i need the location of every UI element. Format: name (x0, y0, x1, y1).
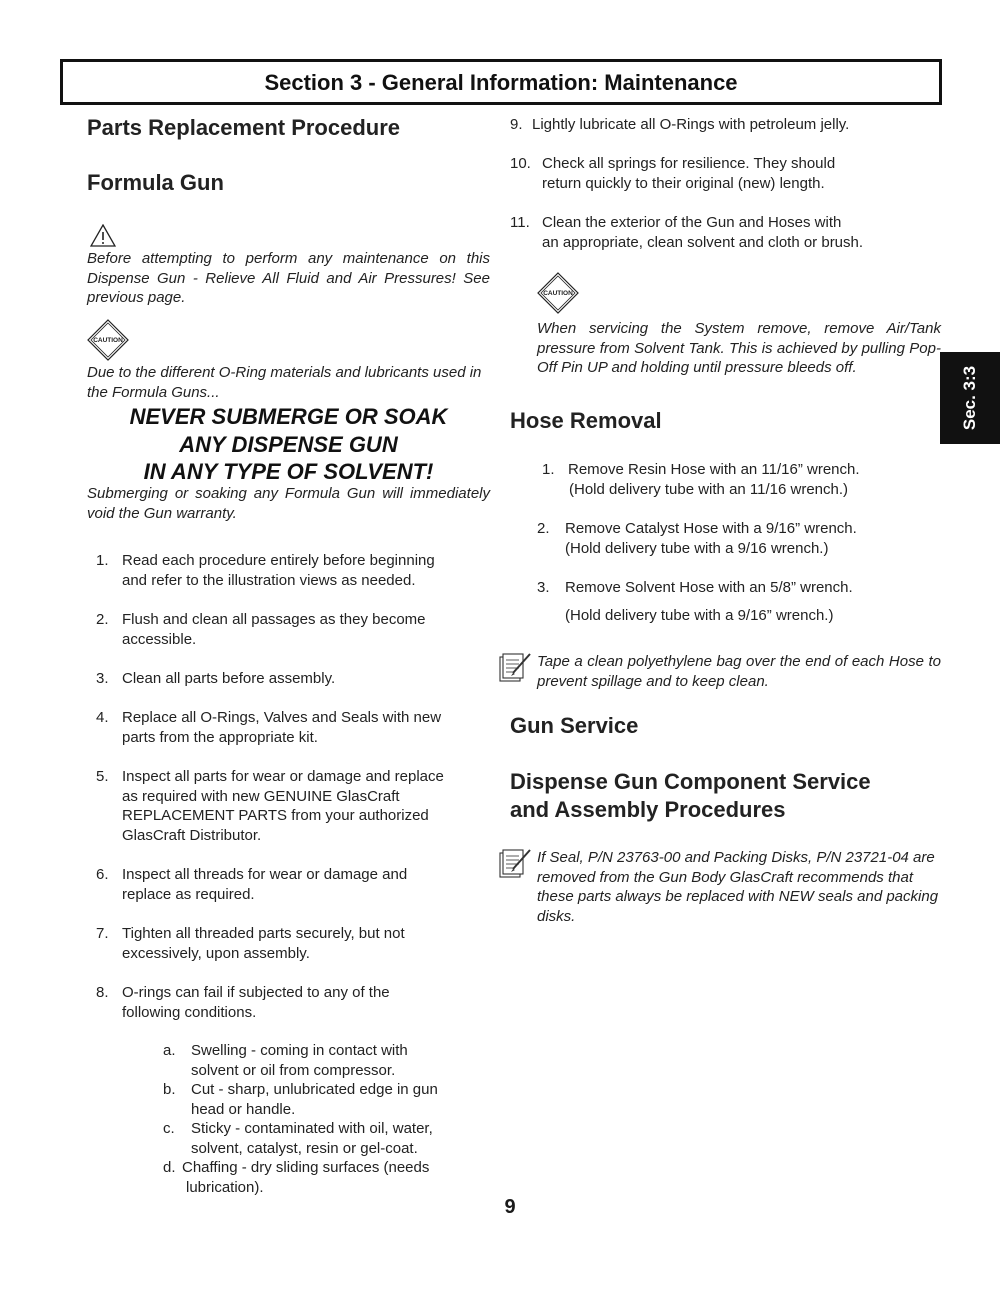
step-number: 1. (96, 552, 109, 569)
step-number: 6. (96, 866, 109, 883)
caution-label: CAUTION (543, 290, 573, 297)
page-number: 9 (504, 1196, 516, 1218)
step-line: Clean the exterior of the Gun and Hoses with (542, 214, 842, 231)
step-number: 11. (510, 214, 530, 231)
step-number: 9. (510, 116, 523, 133)
caution-diamond-icon (537, 272, 579, 314)
step-number: 2. (96, 611, 109, 628)
section-tab (940, 352, 1000, 444)
step-line: (Hold delivery tube with an 11/16 wrench.) (569, 480, 849, 498)
step-line: replace as required. (122, 885, 255, 903)
step-line: Replace all O-Rings, Valves and Seals with new (122, 709, 442, 726)
tape-note: Tape a clean polyethylene bag over the end of each Hose to prevent spillage and to keep clean. (537, 653, 941, 690)
heading-line: and Assembly Procedures (510, 796, 786, 822)
step-number: 4. (96, 709, 109, 726)
solvent-warning-line: ANY DISPENSE GUN (179, 431, 398, 457)
solvent-tank-caution-note: When servicing the System remove, remove Air/Tank pressure from Solvent Tank. This is achieved by pulling Pop-Off Pin UP and holding until pressure bleeds off. (537, 320, 941, 376)
section-header (60, 59, 942, 105)
step-line: as required with new GENUINE GlasCraft (122, 787, 400, 805)
step-line: Remove Resin Hose with an 11/16” wrench. (568, 461, 860, 478)
step-number: 5. (96, 768, 109, 785)
seal-note: If Seal, P/N 23763-00 and Packing Disks, P/N 23721-04 are removed from the Gun Body GlasCraft recommends that these parts always be replaced with NEW seals and packing disks. (537, 849, 939, 925)
step-line: Clean all parts before assembly. (122, 670, 336, 687)
step-line: return quickly to their original (new) length. (542, 174, 825, 192)
step-number: 2. (537, 520, 550, 537)
heading-hose-removal: Hose Removal (510, 408, 662, 433)
step-line: and refer to the illustration views as needed. (122, 571, 416, 589)
caution-diamond-icon (87, 319, 129, 361)
step-number: 3. (96, 670, 109, 687)
note-pad-icon (497, 847, 533, 881)
step-line: (Hold delivery tube with a 9/16” wrench.) (565, 606, 834, 624)
step-line: Remove Solvent Hose with an 5/8” wrench. (565, 579, 853, 596)
step-line: Lightly lubricate all O-Rings with petroleum jelly. (532, 116, 850, 133)
step-line: Flush and clean all passages as they become (122, 611, 426, 628)
step-number: 7. (96, 925, 109, 942)
warning-note: Before attempting to perform any maintenance on this Dispense Gun - Relieve All Fluid and Air Pressures! See previous page. (87, 250, 490, 306)
step-line: GlasCraft Distributor. (122, 826, 262, 844)
solvent-warning-line: NEVER SUBMERGE OR SOAK (129, 404, 448, 429)
substep-letter: c. (163, 1120, 175, 1137)
step-line: Tighten all threaded parts securely, but not (122, 925, 405, 942)
substep-letter: d. (163, 1159, 176, 1176)
substep-letter: a. (163, 1042, 176, 1059)
step-line: (Hold delivery tube with a 9/16 wrench.) (565, 539, 829, 557)
step-line: O-rings can fail if subjected to any of the (122, 984, 390, 1001)
step-line: excessively, upon assembly. (122, 944, 310, 962)
substep-line: Cut - sharp, unlubricated edge in gun (191, 1081, 438, 1098)
step-line: Check all springs for resilience. They should (542, 155, 836, 172)
step-line: accessible. (122, 630, 197, 648)
solvent-warning-line: IN ANY TYPE OF SOLVENT! (143, 459, 434, 484)
warning-triangle-icon (90, 224, 116, 247)
heading-parts-replacement: Parts Replacement Procedure (87, 115, 401, 140)
heading-component-service (510, 768, 871, 823)
step-line: Read each procedure entirely before beginning (122, 552, 435, 569)
substep-letter: b. (163, 1081, 176, 1098)
substep-line: lubrication). (186, 1178, 264, 1196)
step-number: 10. (510, 155, 531, 172)
solvent-warning (87, 403, 490, 486)
substep-line: head or handle. (191, 1100, 296, 1118)
heading-formula-gun: Formula Gun (87, 170, 224, 195)
note-pad-icon (497, 651, 533, 685)
heading-line: Dispense Gun Component Service (510, 769, 871, 794)
step-line: Inspect all parts for wear or damage and replace (122, 768, 444, 785)
step-line: Inspect all threads for wear or damage and (122, 866, 408, 883)
section-title: Section 3 - General Information: Maintenance (264, 70, 738, 95)
substep-line: Chaffing - dry sliding surfaces (needs (182, 1159, 430, 1176)
substep-line: solvent or oil from compressor. (191, 1061, 396, 1079)
step-line: Remove Catalyst Hose with a 9/16” wrench. (565, 520, 857, 537)
step-number: 1. (542, 461, 555, 478)
submerge-note: Submerging or soaking any Formula Gun will immediately void the Gun warranty. (87, 485, 490, 522)
section-tab-label: Sec. 3:3 (960, 365, 979, 431)
heading-gun-service: Gun Service (510, 713, 639, 738)
caution-note: Due to the different O-Ring materials and lubricants used in the Formula Guns... (87, 364, 482, 401)
substep-line: Sticky - contaminated with oil, water, (191, 1120, 433, 1137)
step-number: 3. (537, 579, 550, 596)
step-line: following conditions. (122, 1003, 257, 1021)
step-line: an appropriate, clean solvent and cloth or brush. (542, 233, 864, 251)
step-number: 8. (96, 984, 109, 1001)
caution-label: CAUTION (93, 337, 123, 344)
substep-line: Swelling - coming in contact with (191, 1042, 408, 1059)
step-line: REPLACEMENT PARTS from your authorized (122, 807, 429, 824)
substep-line: solvent, catalyst, resin or gel-coat. (191, 1139, 418, 1157)
step-line: parts from the appropriate kit. (122, 728, 318, 746)
